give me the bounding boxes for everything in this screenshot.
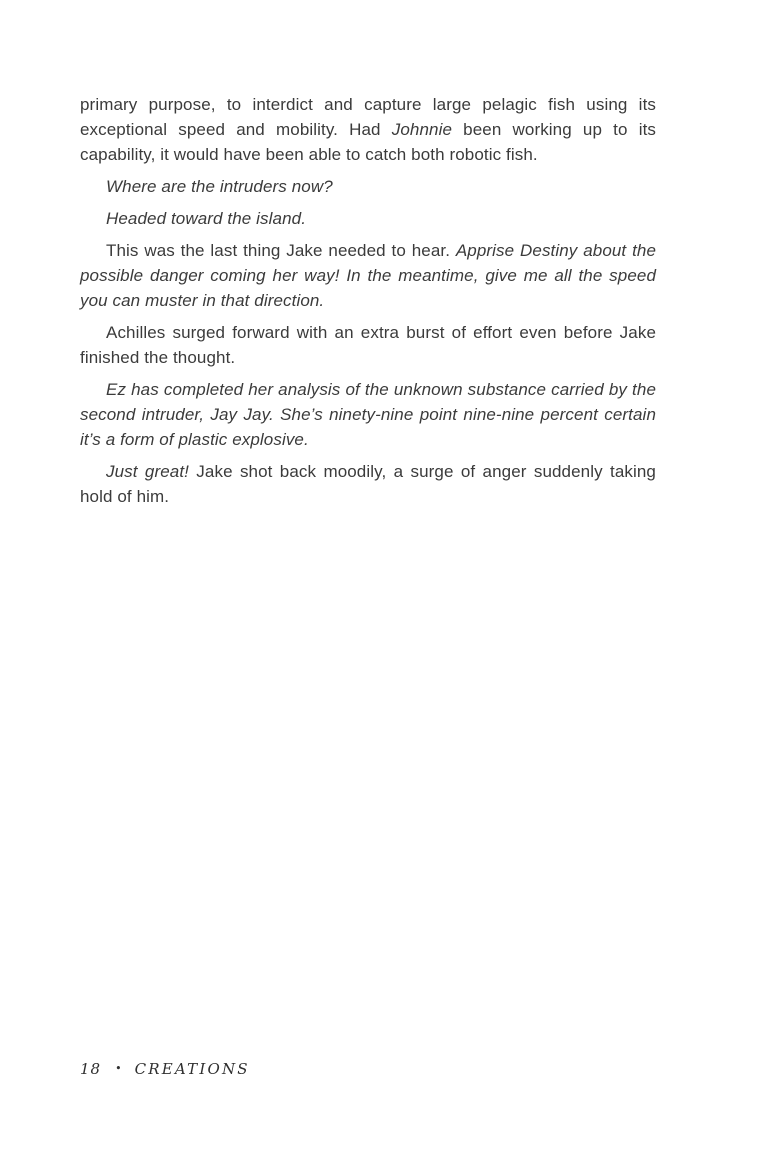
italic-text-run: Headed toward the island. [106, 209, 307, 228]
italic-text-run: Apprise Destiny about the possible danger coming her way! In the meantime, give me all the speed you can muster in that direction. [80, 241, 657, 310]
paragraph [80, 377, 656, 452]
italic-text-run: Where are the intruders now? [106, 177, 333, 196]
text-run: Achilles surged forward with an extra burst of effort even before Jake finished the thought. [80, 323, 656, 367]
text-run: primary purpose, to interdict and capture large pelagic fish using its exceptional speed and mobility. Had [80, 95, 656, 139]
page-number: 18 [80, 1060, 102, 1078]
text-run: been working up to its capability, it would have been able to catch both robotic fish. [80, 120, 656, 164]
paragraph [80, 459, 656, 509]
paragraph [80, 174, 656, 199]
text-run: Jake shot back moodily, a surge of anger suddenly taking hold of him. [80, 462, 656, 506]
page-footer [80, 1060, 250, 1078]
paragraph [80, 206, 656, 231]
body-text [80, 92, 656, 516]
paragraph [80, 238, 656, 313]
text-run: This was the last thing Jake needed to hear. [106, 241, 456, 260]
running-book-title: CREATIONS [134, 1060, 250, 1078]
italic-text-run: Ez has completed her analysis of the unknown substance carried by the second intruder, Jay Jay. She’s ninety-nine point nine-nine percent certain it’s a form of plastic explosive. [80, 380, 656, 449]
italic-text-run: Just great! [106, 462, 189, 481]
paragraph [80, 320, 656, 370]
footer-bullet-separator: • [115, 1062, 122, 1075]
paragraph [80, 92, 656, 167]
italic-text-run: Johnnie [391, 120, 453, 139]
